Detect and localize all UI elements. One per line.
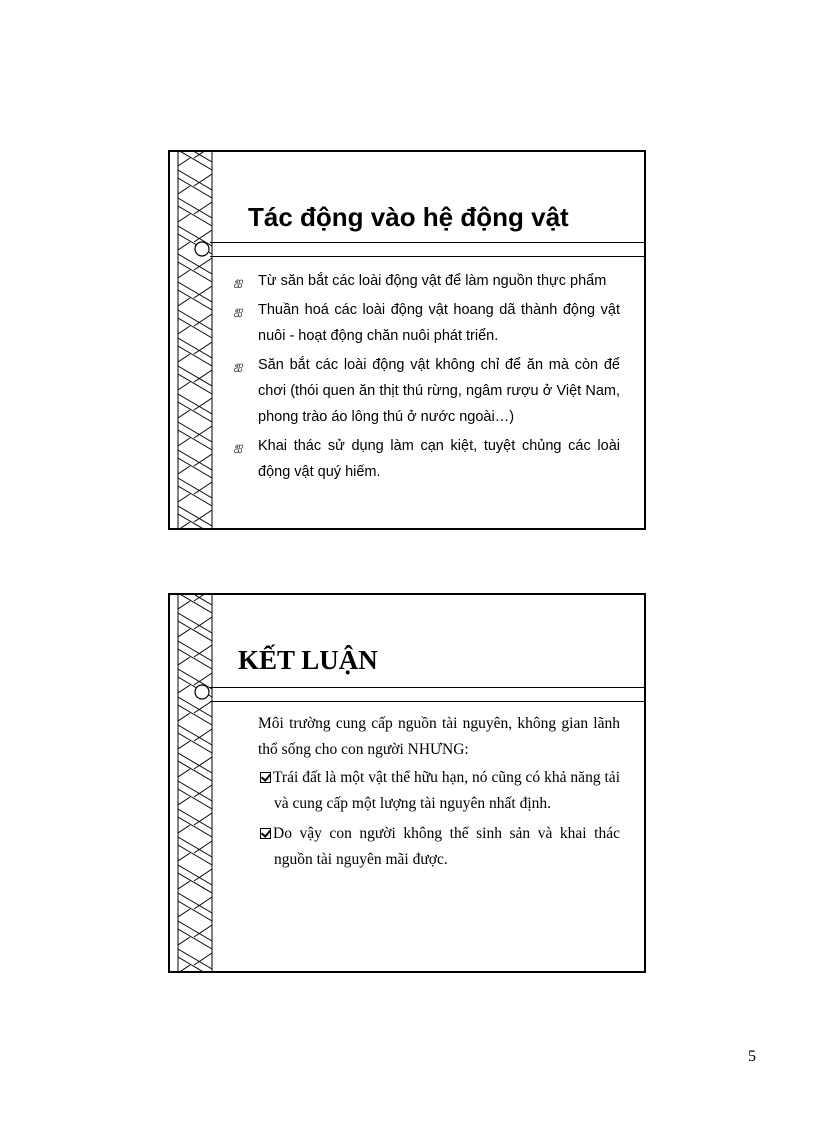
checklist: [258, 765, 620, 873]
intro-text: Môi trường cung cấp nguồn tài nguyên, không gian lãnh thổ sống cho con người NHƯNG:: [258, 715, 620, 758]
slide-1: [168, 150, 646, 530]
list-item: [260, 765, 620, 817]
list-item: [234, 433, 620, 485]
bullet-list: [234, 268, 620, 488]
bullet-icon: ஐ: [234, 304, 243, 317]
list-item: [234, 297, 620, 349]
checkbox-checked-icon: [260, 772, 271, 783]
bullet-icon: ஐ: [234, 359, 243, 372]
slide-title: KẾT LUẬN: [238, 645, 378, 675]
braid-border-decoration: [170, 152, 220, 528]
braid-border-decoration: [170, 595, 220, 971]
bullet-icon: ஐ: [234, 440, 243, 453]
title-rule-top: [210, 242, 644, 243]
slide-title: Tác động vào hệ động vật: [248, 202, 569, 232]
checkbox-checked-icon: [260, 828, 271, 839]
bullet-text: Khai thác sử dụng làm cạn kiệt, tuyệt chủng các loài động vật quý hiếm.: [258, 438, 620, 480]
bullet-text: Thuần hoá các loài động vật hoang dã thành động vật nuôi - hoạt động chăn nuôi phát triển.: [258, 302, 620, 344]
bullet-icon: ஐ: [234, 275, 243, 288]
bullet-text: Săn bắt các loài động vật không chỉ để ăn mà còn để chơi (thói quen ăn thịt thú rừng, ngâm rượu ở Việt Nam, phong trào áo lông thú ở nước ngoài…): [258, 357, 620, 425]
slide-2: [168, 593, 646, 973]
check-text: Do vậy con người không thể sinh sản và khai thác nguồn tài nguyên mãi được.: [273, 825, 620, 868]
title-rule-bottom: [210, 256, 644, 257]
page-number: 5: [748, 1048, 756, 1065]
conclusion-body: [258, 711, 620, 877]
title-rule-top: [210, 687, 644, 688]
list-item: [234, 352, 620, 430]
check-text: Trái đất là một vật thể hữu hạn, nó cũng có khả năng tải và cung cấp một lượng tài nguyên nhất định.: [273, 769, 620, 812]
bullet-text: Từ săn bắt các loài động vật để làm nguồn thực phẩm: [258, 273, 607, 289]
title-rule-bottom: [210, 701, 644, 702]
list-item: [234, 268, 620, 294]
list-item: [260, 821, 620, 873]
